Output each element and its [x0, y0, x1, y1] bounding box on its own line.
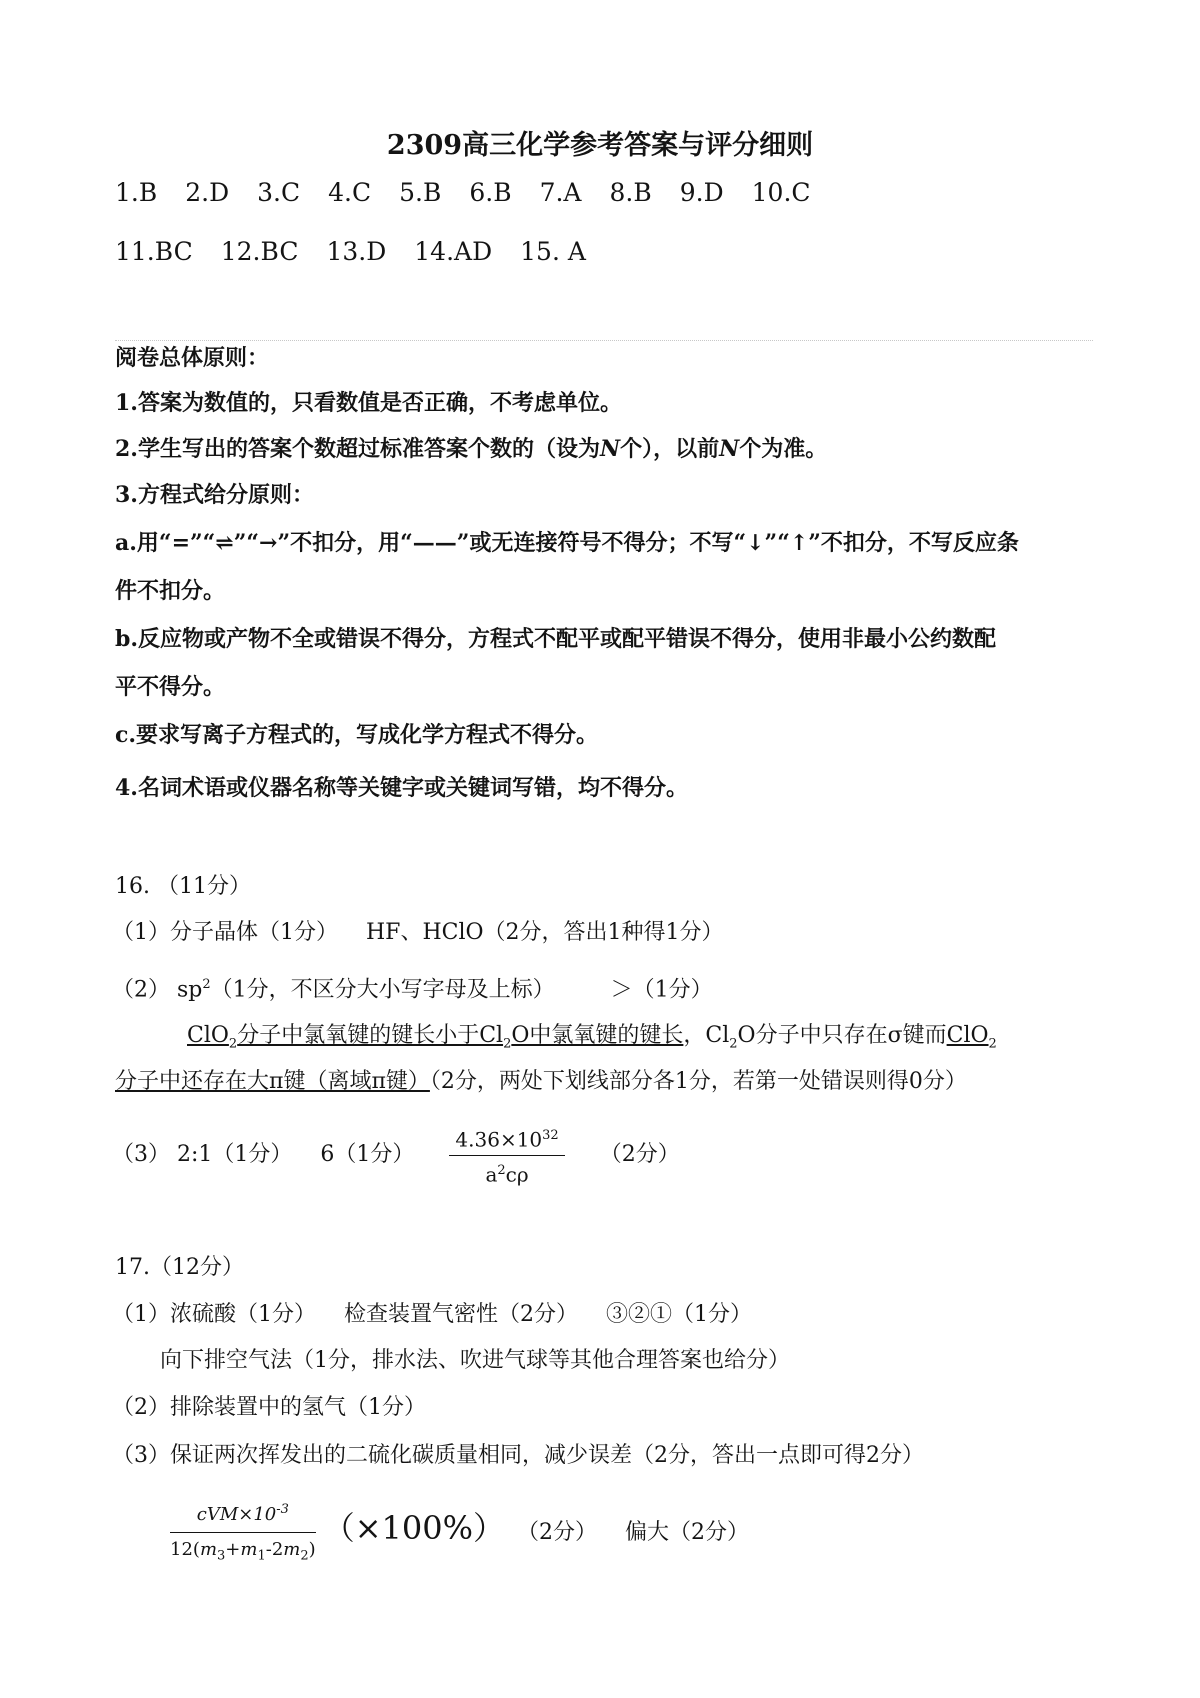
fraction-numerator: [170, 1496, 316, 1533]
text: O中氯氧键的键长: [511, 1023, 684, 1048]
mc-answers-row-2: [115, 237, 614, 267]
text: 分子中氯氧键的键长小于Cl: [237, 1023, 504, 1048]
principle-3c: c.要求写离子方程式的，写成化学方程式不得分。: [115, 722, 599, 748]
q17-part-2: （2）排除装置中的氢气（1分）: [112, 1395, 426, 1420]
q16-density-fraction: [449, 1124, 564, 1186]
subscript: 2: [228, 1036, 238, 1052]
text: ，Cl: [683, 1023, 730, 1048]
q17-error-direction: 偏大（2分）: [625, 1520, 749, 1545]
text: ): [308, 1538, 316, 1560]
principles-heading: 阅卷总体原则：: [115, 345, 270, 371]
mc-answer: 4.C: [328, 178, 372, 207]
text: cVM×10: [196, 1503, 277, 1525]
q17-part-1-collection: 向下排空气法（1分，排水法、吹进气球等其他合理答案也给分）: [160, 1348, 790, 1373]
mc-answer: 11.BC: [115, 237, 193, 266]
variable-n: N: [719, 436, 740, 462]
q16-explanation-line-2: [115, 1067, 967, 1097]
principle-3a-line-2: 件不扣分。: [115, 578, 226, 604]
superscript: 32: [542, 1128, 559, 1143]
principle-2-text: 个），以前: [620, 436, 720, 462]
text: ClO: [946, 1023, 989, 1048]
section-divider: [115, 340, 1093, 341]
variable-n: N: [599, 436, 621, 462]
text: +: [225, 1538, 241, 1560]
subscript: 2: [503, 1036, 512, 1052]
q17-percent-factor: （×100%）: [322, 1509, 505, 1547]
mc-answer: 13.D: [326, 237, 387, 266]
mc-answer: 8.B: [609, 178, 652, 207]
variable: m: [199, 1538, 218, 1560]
q16-part-2-label: （2）: [112, 977, 170, 1003]
q17-mass-fraction: [170, 1496, 316, 1571]
q17-formula-score: （2分）: [517, 1520, 597, 1545]
variable: m: [240, 1538, 258, 1560]
q17-part-1-answer: （1）浓硫酸（1分）: [112, 1302, 316, 1327]
mc-answer: 3.C: [257, 178, 301, 207]
principle-2-text: 2.学生写出的答案个数超过标准答案个数的（设为: [115, 436, 600, 462]
subscript: 2: [300, 1548, 309, 1564]
q16-underlined-point-1: [187, 1023, 684, 1052]
mc-answer: 2.D: [185, 178, 230, 207]
principle-3b-line-2: 平不得分。: [115, 674, 226, 700]
principle-4: 4.名词术语或仪器名称等关键字或关键词写错，均不得分。: [115, 775, 688, 801]
q16-part-3-score: （2分）: [599, 1142, 680, 1168]
q17-part-1: [112, 1300, 752, 1330]
q17-part-3: （3）保证两次挥发出的二硫化碳质量相同，减少误差（2分，答出一点即可得2分）: [112, 1443, 924, 1468]
subscript: 1: [257, 1548, 266, 1564]
mc-answer: 6.B: [469, 178, 512, 207]
q16-explanation-line-1: [187, 1021, 997, 1059]
mc-answer: 1.B: [115, 178, 158, 207]
q16-hybridization: sp: [177, 977, 203, 1003]
text: 4.36×10: [455, 1127, 543, 1152]
principle-2: [115, 434, 827, 464]
variable: m: [283, 1538, 301, 1560]
mc-answer: 5.B: [399, 178, 442, 207]
mc-answer: 10.C: [751, 178, 811, 207]
fraction-numerator: [449, 1124, 564, 1156]
q16-hybridization-sup: 2: [202, 977, 211, 992]
text: ClO: [187, 1023, 229, 1048]
q16-part-1: [112, 918, 724, 948]
mc-answer: 12.BC: [220, 237, 299, 266]
subscript: 2: [729, 1036, 738, 1052]
mc-answer: 9.D: [679, 178, 724, 207]
q16-part-1-answer: （1）分子晶体（1分）: [112, 920, 338, 945]
page-title: 2309高三化学参考答案与评分细则: [386, 130, 814, 161]
subscript: 2: [988, 1036, 997, 1052]
q16-header: 16. （11分）: [115, 874, 251, 899]
fraction-denominator: [449, 1156, 564, 1187]
q17-header: 17.（12分）: [115, 1255, 244, 1280]
q16-part-3-ratio: （3） 2:1（1分）: [112, 1142, 293, 1168]
text: a: [485, 1162, 498, 1187]
q16-part-2-compare: ＞（1分）: [610, 977, 713, 1003]
q16-underlined-point-2: [946, 1023, 997, 1052]
text: -2: [265, 1538, 284, 1560]
text: O分子中只存在σ键而: [737, 1023, 947, 1048]
q17-formula-line: [170, 1490, 749, 1566]
q16-part-2: [112, 970, 713, 1005]
superscript: 2: [497, 1162, 506, 1178]
q16-part-1-answer: HF、HClO（2分，答出1种得1分）: [366, 920, 724, 945]
q16-underlined-point-2-cont: 分子中还存在大π键（离域π键）: [115, 1069, 430, 1094]
q17-part-1-order: ③②①（1分）: [606, 1302, 752, 1327]
principle-1: 1.答案为数值的，只看数值是否正确，不考虑单位。: [115, 390, 622, 416]
text: 12(: [170, 1538, 200, 1560]
subscript: 3: [217, 1548, 226, 1564]
q16-scoring-note: （2分，两处下划线部分各1分，若第一处错误则得0分）: [429, 1069, 967, 1094]
principle-3b-line-1: b.反应物或产物不全或错误不得分，方程式不配平或配平错误不得分，使用非最小公约数配: [115, 626, 997, 652]
q16-part-2-note: （1分，不区分大小写字母及上标）: [210, 977, 555, 1003]
principle-2-text: 个为准。: [739, 436, 828, 462]
principle-3: 3.方程式给分原则：: [115, 482, 314, 508]
text: cρ: [505, 1162, 529, 1187]
q16-part-3: [112, 1124, 680, 1187]
principle-3a-line-1: a.用“=”“⇌”“→”不扣分，用“——”或无连接符号不得分；不写“↓”“↑”不扣分，不写反应条: [115, 530, 1019, 556]
q16-part-3-number: 6（1分）: [320, 1142, 415, 1168]
fraction-denominator: [170, 1533, 316, 1571]
mc-answers-row-1: [115, 178, 839, 208]
q17-part-1-answer: 检查装置气密性（2分）: [344, 1302, 578, 1327]
mc-answer: 7.A: [539, 178, 582, 207]
mc-answer: 14.AD: [414, 237, 493, 266]
superscript: -3: [276, 1501, 289, 1517]
mc-answer: 15. A: [520, 237, 586, 266]
